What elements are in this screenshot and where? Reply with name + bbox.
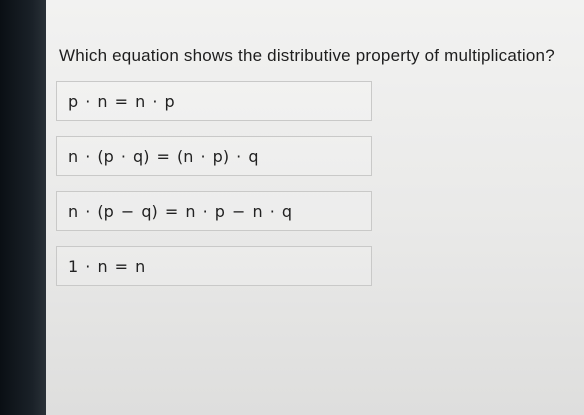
answer-option-4[interactable] (56, 246, 372, 286)
answer-option-label: p · n = n · p (68, 91, 175, 111)
answer-option-3[interactable] (56, 191, 372, 231)
answer-option-1[interactable] (56, 81, 372, 121)
answer-options (56, 81, 372, 301)
answer-option-label: n · (p − q) = n · p − n · q (68, 201, 293, 221)
screen-bezel (0, 0, 46, 415)
answer-option-2[interactable] (56, 136, 372, 176)
answer-option-label: 1 · n = n (68, 256, 146, 276)
answer-option-label: n · (p · q) = (n · p) · q (68, 146, 259, 166)
question-text: Which equation shows the distributive property of multiplication? (59, 46, 555, 65)
